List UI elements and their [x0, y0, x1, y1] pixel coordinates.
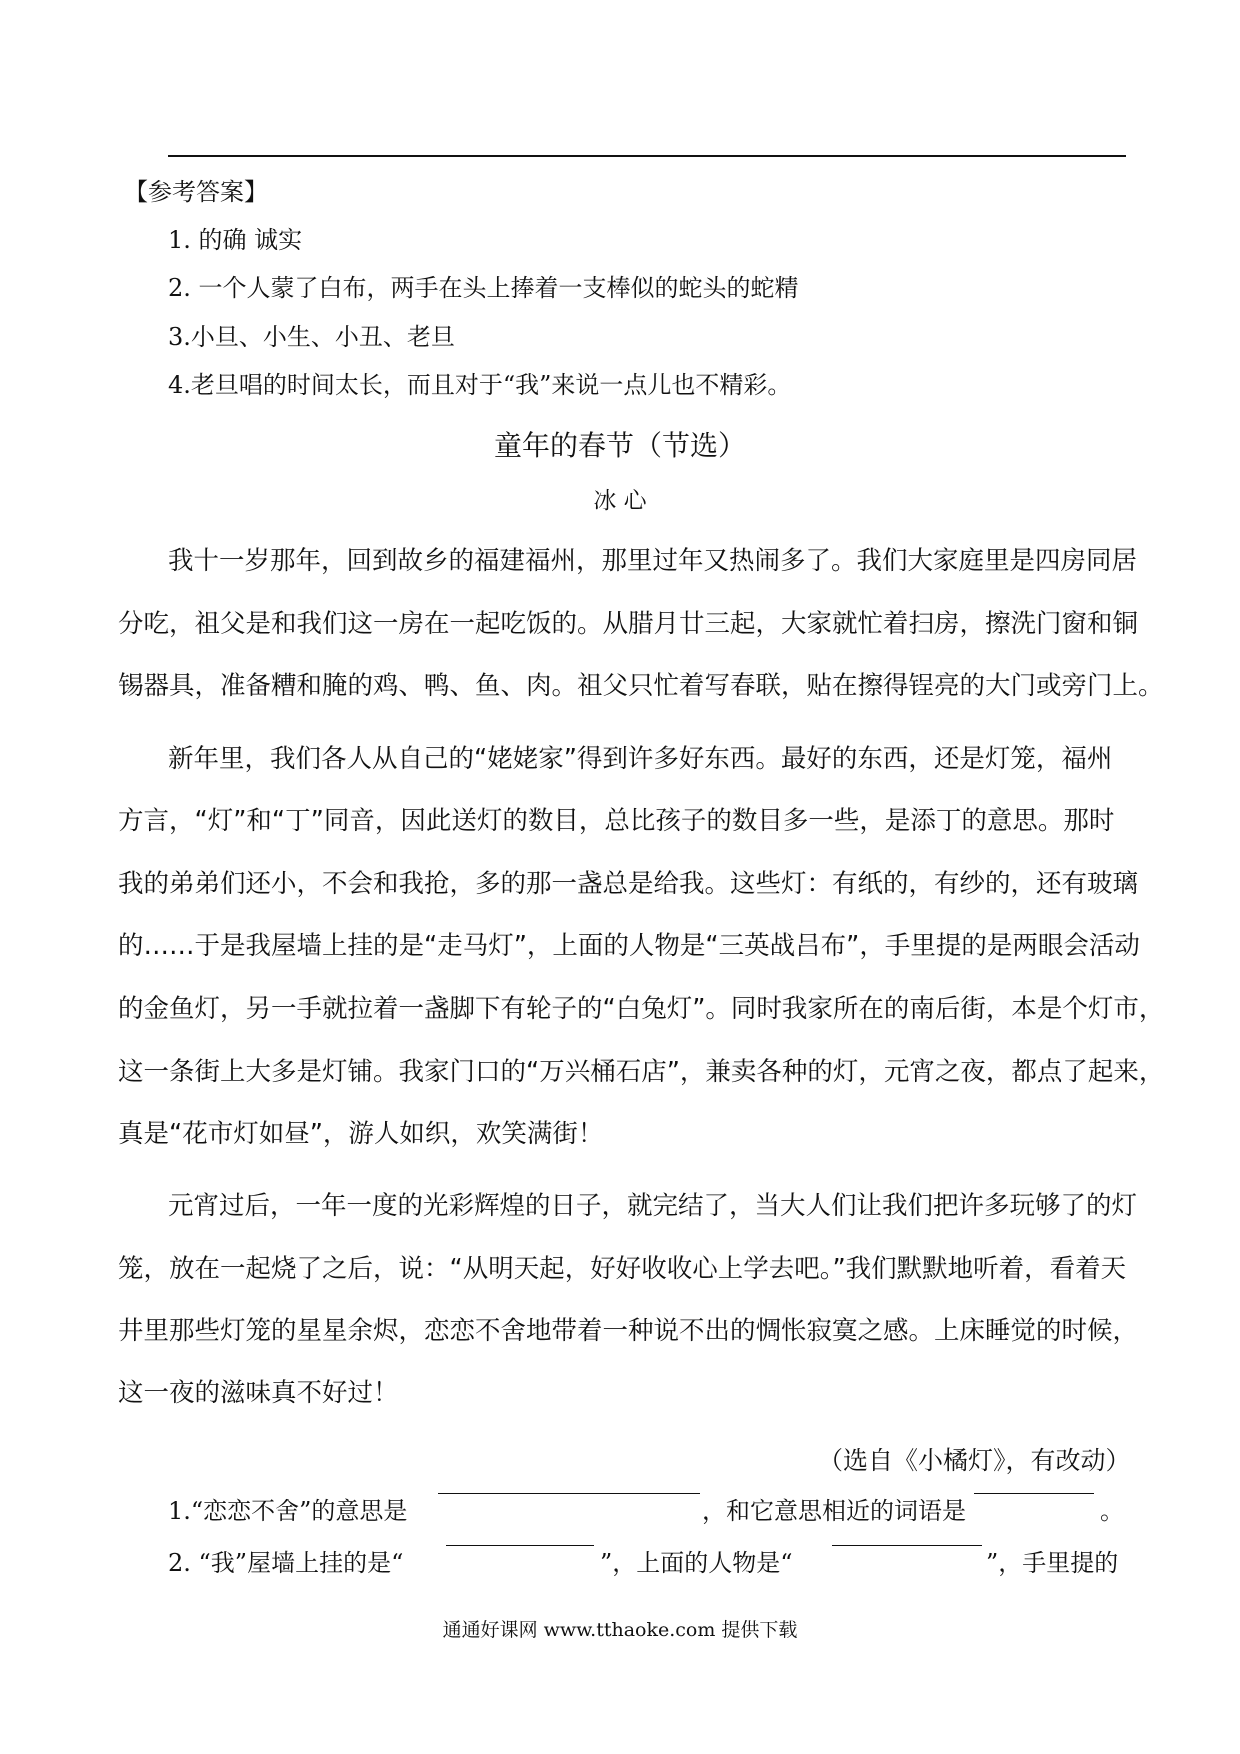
- paragraph-line-text: 这一条街上大多是灯铺。我家门口的“万兴桶石店”，兼卖各种的灯，元宵之夜，都点了起来，: [118, 1057, 1165, 1087]
- article-author: 冰 心: [593, 488, 647, 514]
- answer-item-4: 4.老旦唱的时间太长，而且对于“我”来说一点儿也不精彩。: [168, 371, 792, 399]
- paragraph-line-text: 锡器具，准备糟和腌的鸡、鸭、鱼、肉。祖父只忙着写春联，贴在擦得锃亮的大门或旁门上。: [118, 671, 1164, 701]
- paragraph-line-text: 新年里，我们各人从自己的“姥姥家”得到许多好东西。最好的东西，还是灯笼，福州: [168, 744, 1113, 774]
- question-2-prompt: 2. “我”屋墙上挂的是“: [168, 1549, 404, 1577]
- paragraph-line-text: 的……于是我屋墙上挂的是“走马灯”，上面的人物是“三英战吕布”，手里提的是两眼会活动: [118, 931, 1140, 961]
- question-1-end: 。: [1100, 1497, 1124, 1525]
- answer-heading: 【参考答案】: [124, 178, 268, 206]
- answer-blank[interactable]: [446, 1545, 594, 1546]
- paragraph-line-text: 的金鱼灯，另一手就拉着一盏脚下有轮子的“白兔灯”。同时我家所在的南后街，本是个灯市，: [118, 994, 1165, 1024]
- paragraph-line-text: 分吃，祖父是和我们这一房在一起吃饭的。从腊月廿三起，大家就忙着扫房，擦洗门窗和铜: [118, 609, 1139, 639]
- answer-blank[interactable]: [974, 1493, 1094, 1494]
- question-1-prompt: 1.“恋恋不舍”的意思是: [168, 1497, 408, 1525]
- question-2-end: ”，手里提的: [986, 1549, 1119, 1577]
- page-footer: 通通好课网 www.tthaoke.com 提供下载: [442, 1619, 798, 1641]
- answer-item-2: 2. 一个人蒙了白布，两手在头上捧着一支棒似的蛇头的蛇精: [168, 274, 799, 302]
- paragraph-line-text: 这一夜的滋味真不好过！: [118, 1378, 399, 1408]
- answer-item-1: 1. 的确 诚实: [168, 226, 303, 254]
- question-1: [168, 1493, 1128, 1529]
- answer-item-3: 3.小旦、小生、小丑、老旦: [168, 323, 455, 351]
- paragraph-line-text: 真是“花市灯如昼”，游人如织，欢笑满街！: [118, 1119, 604, 1149]
- paragraph-line-text: 笼，放在一起烧了之后，说：“从明天起，好好收收心上学去吧。”我们默默地听着，看着天: [118, 1254, 1127, 1284]
- question-2: [168, 1545, 1128, 1581]
- article-title: 童年的春节（节选）: [493, 429, 746, 462]
- paragraph-line-text: 井里那些灯笼的星星余烬，恋恋不舍地带着一种说不出的惆怅寂寞之感。上床睡觉的时候，: [118, 1316, 1139, 1346]
- paragraph-line-text: 方言，“灯”和“丁”同音，因此送灯的数目，总比孩子的数目多一些，是添丁的意思。那时: [118, 806, 1115, 836]
- top-divider: [168, 155, 1126, 157]
- paragraph-line-text: 我的弟弟们还小，不会和我抢，多的那一盏总是给我。这些灯：有纸的，有纱的，还有玻璃: [118, 869, 1139, 899]
- answer-blank[interactable]: [438, 1493, 700, 1494]
- article-source: （选自《小橘灯》，有改动）: [818, 1446, 1131, 1475]
- question-2-continuation: ”，上面的人物是“: [600, 1549, 793, 1577]
- question-1-continuation: ，和它意思相近的词语是: [702, 1497, 966, 1525]
- paragraph-line-text: 我十一岁那年，回到故乡的福建福州，那里过年又热闹多了。我们大家庭里是四房同居: [168, 546, 1138, 576]
- answer-blank[interactable]: [832, 1545, 982, 1546]
- paragraph-line-text: 元宵过后，一年一度的光彩辉煌的日子，就完结了，当大人们让我们把许多玩够了的灯: [168, 1191, 1138, 1221]
